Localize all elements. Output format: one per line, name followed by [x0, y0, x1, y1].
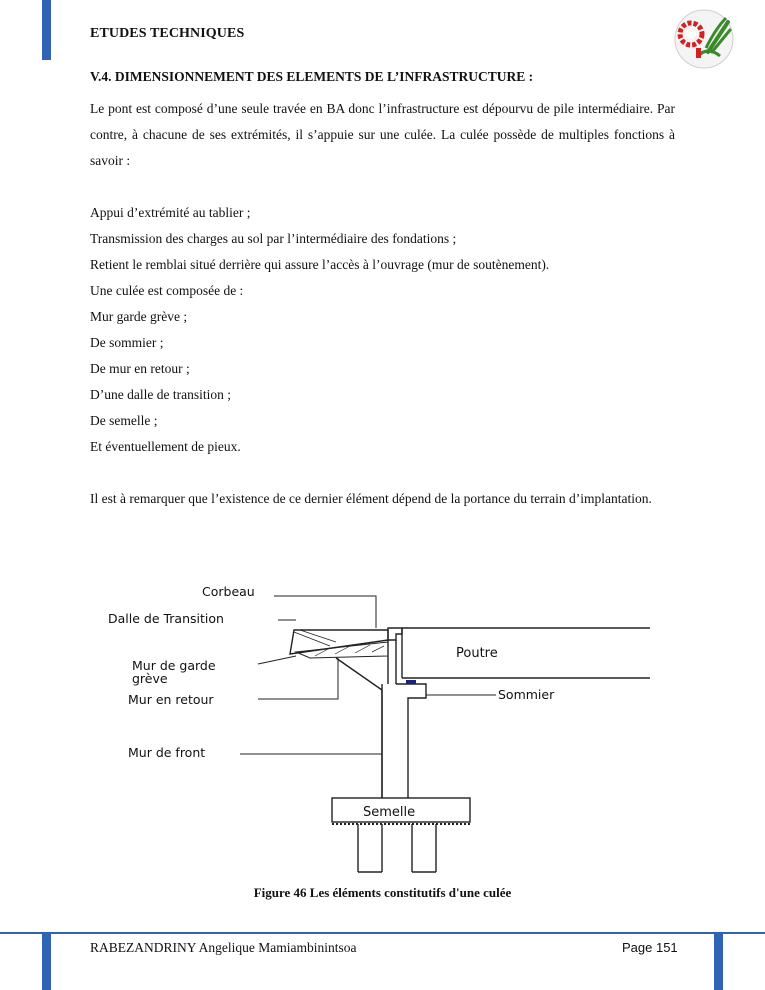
- abutment-diagram: [100, 572, 660, 877]
- footer-rule: [0, 932, 765, 934]
- remark-paragraph: Il est à remarquer que l’existence de ce dernier élément dépend de la portance du terrain d’implantation.: [90, 491, 652, 506]
- label-front: Mur de front: [128, 745, 206, 760]
- label-retour: Mur en retour: [128, 692, 214, 707]
- pieu-right: [412, 824, 436, 872]
- component-item: Mur garde grève ;: [90, 309, 188, 324]
- mur-en-retour: [336, 658, 382, 798]
- label-poutre: Poutre: [456, 646, 498, 661]
- label-garde-1: Mur de garde: [132, 658, 216, 673]
- abutment-diagram-svg: [100, 572, 660, 877]
- component-item: De semelle ;: [90, 413, 158, 428]
- page-number: Page 151: [622, 940, 678, 955]
- header-title: ETUDES TECHNIQUES: [90, 26, 245, 41]
- dalle-transition: [290, 630, 388, 654]
- component-item: Et éventuellement de pieux.: [90, 439, 241, 454]
- footer-author: RABEZANDRINY Angelique Mamiambinintsoa: [90, 940, 357, 955]
- label-garde-2: grève: [132, 671, 168, 686]
- body-content: [90, 96, 675, 512]
- sommier: [396, 684, 426, 712]
- composition-intro: Une culée est composée de :: [90, 283, 244, 298]
- label-corbeau: Corbeau: [202, 584, 255, 599]
- label-sommier: Sommier: [498, 687, 555, 702]
- footer-left-bar: [42, 934, 51, 990]
- function-item: Appui d’extrémité au tablier ;: [90, 205, 251, 220]
- label-semelle: Semelle: [363, 805, 416, 820]
- mur-garde-greve: [388, 640, 396, 684]
- poutre-beam: [402, 628, 650, 678]
- component-item: De mur en retour ;: [90, 361, 190, 376]
- footer-right-bar: [714, 934, 723, 990]
- header-left-bar: [42, 0, 51, 60]
- intro-paragraph: Le pont est composé d’une seule travée en BA donc l’infrastructure est dépourvu de pile intermédiaire. Par contre, à chacune de ses extrémités, il s’appuie sur une culée. La culée possède de multiples fonctions à savoir :: [90, 101, 675, 168]
- section-title: V.4. DIMENSIONNEMENT DES ELEMENTS DE L’INFRASTRUCTURE :: [90, 69, 534, 84]
- figure-caption: Figure 46 Les éléments constitutifs d'une culée: [253, 885, 512, 900]
- function-item: Retient le remblai situé derrière qui assure l’accès à l’ouvrage (mur de soutènement).: [90, 257, 550, 272]
- corbeau: [388, 628, 402, 640]
- pieu-left: [358, 824, 382, 872]
- mur-de-front: [382, 684, 408, 798]
- university-emblem-icon: [668, 8, 740, 70]
- function-item: Transmission des charges au sol par l’intermédiaire des fondations ;: [90, 231, 457, 246]
- label-dalle: Dalle de Transition: [108, 611, 224, 626]
- component-item: De sommier ;: [90, 335, 164, 350]
- component-item: D’une dalle de transition ;: [90, 387, 231, 402]
